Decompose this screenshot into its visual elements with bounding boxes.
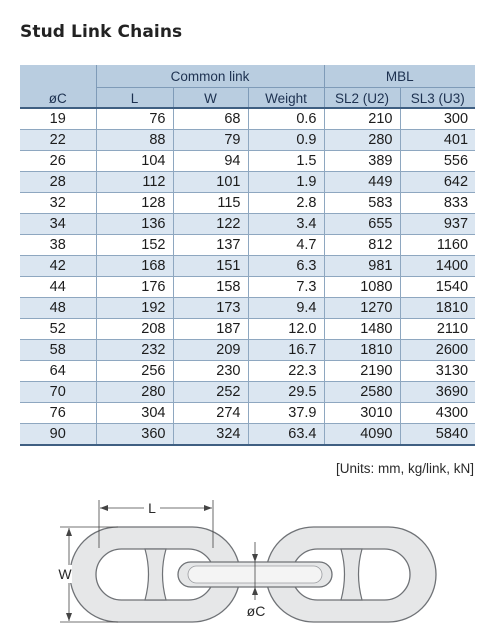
cell-mbl-sl2: 583	[324, 193, 400, 214]
cell-diameter: 32	[20, 193, 96, 214]
cell-diameter: 44	[20, 277, 96, 298]
cell-length: 168	[96, 256, 173, 277]
cell-length: 136	[96, 214, 173, 235]
cell-mbl-sl3: 4300	[400, 403, 475, 424]
header-length: L	[96, 88, 173, 109]
cell-weight: 2.8	[248, 193, 324, 214]
cell-width: 137	[173, 235, 248, 256]
cell-mbl-sl3: 1810	[400, 298, 475, 319]
dim-L-arrow-left	[100, 505, 108, 511]
cell-mbl-sl3: 2600	[400, 340, 475, 361]
cell-mbl-sl3: 937	[400, 214, 475, 235]
cell-weight: 1.5	[248, 151, 324, 172]
cell-mbl-sl2: 812	[324, 235, 400, 256]
table-row	[20, 130, 475, 151]
cell-width: 173	[173, 298, 248, 319]
dim-W-arrow-bottom	[66, 613, 72, 621]
cell-diameter: 42	[20, 256, 96, 277]
cell-mbl-sl2: 1810	[324, 340, 400, 361]
cell-mbl-sl2: 1080	[324, 277, 400, 298]
cell-width: 94	[173, 151, 248, 172]
cell-mbl-sl2: 1480	[324, 319, 400, 340]
header-group-common-link: Common link	[96, 65, 324, 88]
cell-mbl-sl3: 5840	[400, 424, 475, 446]
table-row	[20, 424, 475, 446]
dim-C-label: øC	[246, 603, 266, 619]
table-row	[20, 172, 475, 193]
cell-diameter: 26	[20, 151, 96, 172]
cell-mbl-sl3: 2110	[400, 319, 475, 340]
header-width: W	[173, 88, 248, 109]
cell-mbl-sl3: 1400	[400, 256, 475, 277]
cell-mbl-sl2: 2580	[324, 382, 400, 403]
cell-diameter: 52	[20, 319, 96, 340]
cell-length: 128	[96, 193, 173, 214]
dim-L-arrow-right	[204, 505, 212, 511]
table-row	[20, 382, 475, 403]
table-row	[20, 403, 475, 424]
stud-link-chain-table	[20, 65, 475, 446]
cell-diameter: 64	[20, 361, 96, 382]
cell-diameter: 22	[20, 130, 96, 151]
cell-mbl-sl3: 556	[400, 151, 475, 172]
cell-weight: 37.9	[248, 403, 324, 424]
dim-L-label: L	[148, 500, 156, 516]
dim-W-label: W	[58, 566, 72, 582]
cell-weight: 3.4	[248, 214, 324, 235]
cell-length: 104	[96, 151, 173, 172]
cell-diameter: 76	[20, 403, 96, 424]
cell-diameter: 28	[20, 172, 96, 193]
cell-width: 252	[173, 382, 248, 403]
cell-length: 192	[96, 298, 173, 319]
header-blank-cell	[20, 65, 96, 88]
cell-diameter: 70	[20, 382, 96, 403]
table-row	[20, 361, 475, 382]
cell-mbl-sl2: 1270	[324, 298, 400, 319]
table-row	[20, 235, 475, 256]
cell-mbl-sl2: 210	[324, 108, 400, 130]
cell-mbl-sl3: 833	[400, 193, 475, 214]
cell-mbl-sl2: 449	[324, 172, 400, 193]
table-row	[20, 256, 475, 277]
dim-W-arrow-top	[66, 528, 72, 536]
right-link-stud	[341, 549, 362, 600]
cell-diameter: 90	[20, 424, 96, 446]
cell-weight: 12.0	[248, 319, 324, 340]
cell-weight: 0.9	[248, 130, 324, 151]
cell-length: 360	[96, 424, 173, 446]
cell-mbl-sl3: 642	[400, 172, 475, 193]
cell-width: 324	[173, 424, 248, 446]
cell-width: 151	[173, 256, 248, 277]
cell-mbl-sl2: 981	[324, 256, 400, 277]
cell-width: 230	[173, 361, 248, 382]
cell-width: 68	[173, 108, 248, 130]
cell-mbl-sl3: 1160	[400, 235, 475, 256]
cell-length: 232	[96, 340, 173, 361]
cell-length: 76	[96, 108, 173, 130]
cell-mbl-sl2: 4090	[324, 424, 400, 446]
cell-weight: 16.7	[248, 340, 324, 361]
table-row	[20, 193, 475, 214]
cell-diameter: 48	[20, 298, 96, 319]
table-row	[20, 214, 475, 235]
header-weight: Weight	[248, 88, 324, 109]
cell-weight: 7.3	[248, 277, 324, 298]
cell-mbl-sl3: 3690	[400, 382, 475, 403]
cell-mbl-sl2: 3010	[324, 403, 400, 424]
cell-mbl-sl3: 401	[400, 130, 475, 151]
table-row	[20, 277, 475, 298]
cell-length: 256	[96, 361, 173, 382]
header-sl2: SL2 (U2)	[324, 88, 400, 109]
cell-width: 187	[173, 319, 248, 340]
cell-weight: 4.7	[248, 235, 324, 256]
cell-mbl-sl2: 2190	[324, 361, 400, 382]
header-diameter: øC	[20, 88, 96, 109]
cell-weight: 9.4	[248, 298, 324, 319]
cell-length: 88	[96, 130, 173, 151]
cell-length: 176	[96, 277, 173, 298]
cell-width: 158	[173, 277, 248, 298]
cell-weight: 63.4	[248, 424, 324, 446]
cell-diameter: 34	[20, 214, 96, 235]
cell-weight: 6.3	[248, 256, 324, 277]
cell-width: 115	[173, 193, 248, 214]
cell-diameter: 58	[20, 340, 96, 361]
table-row	[20, 108, 475, 130]
dim-C-arrow-bottom	[252, 587, 258, 595]
cell-weight: 0.6	[248, 108, 324, 130]
cell-diameter: 38	[20, 235, 96, 256]
cell-weight: 1.9	[248, 172, 324, 193]
cell-width: 122	[173, 214, 248, 235]
table-body	[20, 108, 475, 445]
cell-width: 209	[173, 340, 248, 361]
header-sl3: SL3 (U3)	[400, 88, 475, 109]
cell-mbl-sl3: 3130	[400, 361, 475, 382]
cell-weight: 29.5	[248, 382, 324, 403]
cell-mbl-sl2: 280	[324, 130, 400, 151]
cell-mbl-sl2: 655	[324, 214, 400, 235]
page-title: Stud Link Chains	[20, 22, 183, 42]
table-row	[20, 151, 475, 172]
header-group-mbl: MBL	[324, 65, 475, 88]
table-row	[20, 340, 475, 361]
cell-mbl-sl3: 1540	[400, 277, 475, 298]
cell-length: 280	[96, 382, 173, 403]
cell-width: 79	[173, 130, 248, 151]
cell-length: 152	[96, 235, 173, 256]
cell-mbl-sl3: 300	[400, 108, 475, 130]
table-row	[20, 319, 475, 340]
table-row	[20, 298, 475, 319]
cell-length: 112	[96, 172, 173, 193]
cell-mbl-sl2: 389	[324, 151, 400, 172]
chain-link-diagram	[0, 478, 491, 636]
dim-C-arrow-top	[252, 554, 258, 562]
cell-width: 101	[173, 172, 248, 193]
left-link-stud	[145, 549, 166, 600]
cell-diameter: 19	[20, 108, 96, 130]
cell-weight: 22.3	[248, 361, 324, 382]
cell-width: 274	[173, 403, 248, 424]
units-note: [Units: mm, kg/link, kN]	[335, 461, 474, 476]
cell-length: 304	[96, 403, 173, 424]
cell-length: 208	[96, 319, 173, 340]
